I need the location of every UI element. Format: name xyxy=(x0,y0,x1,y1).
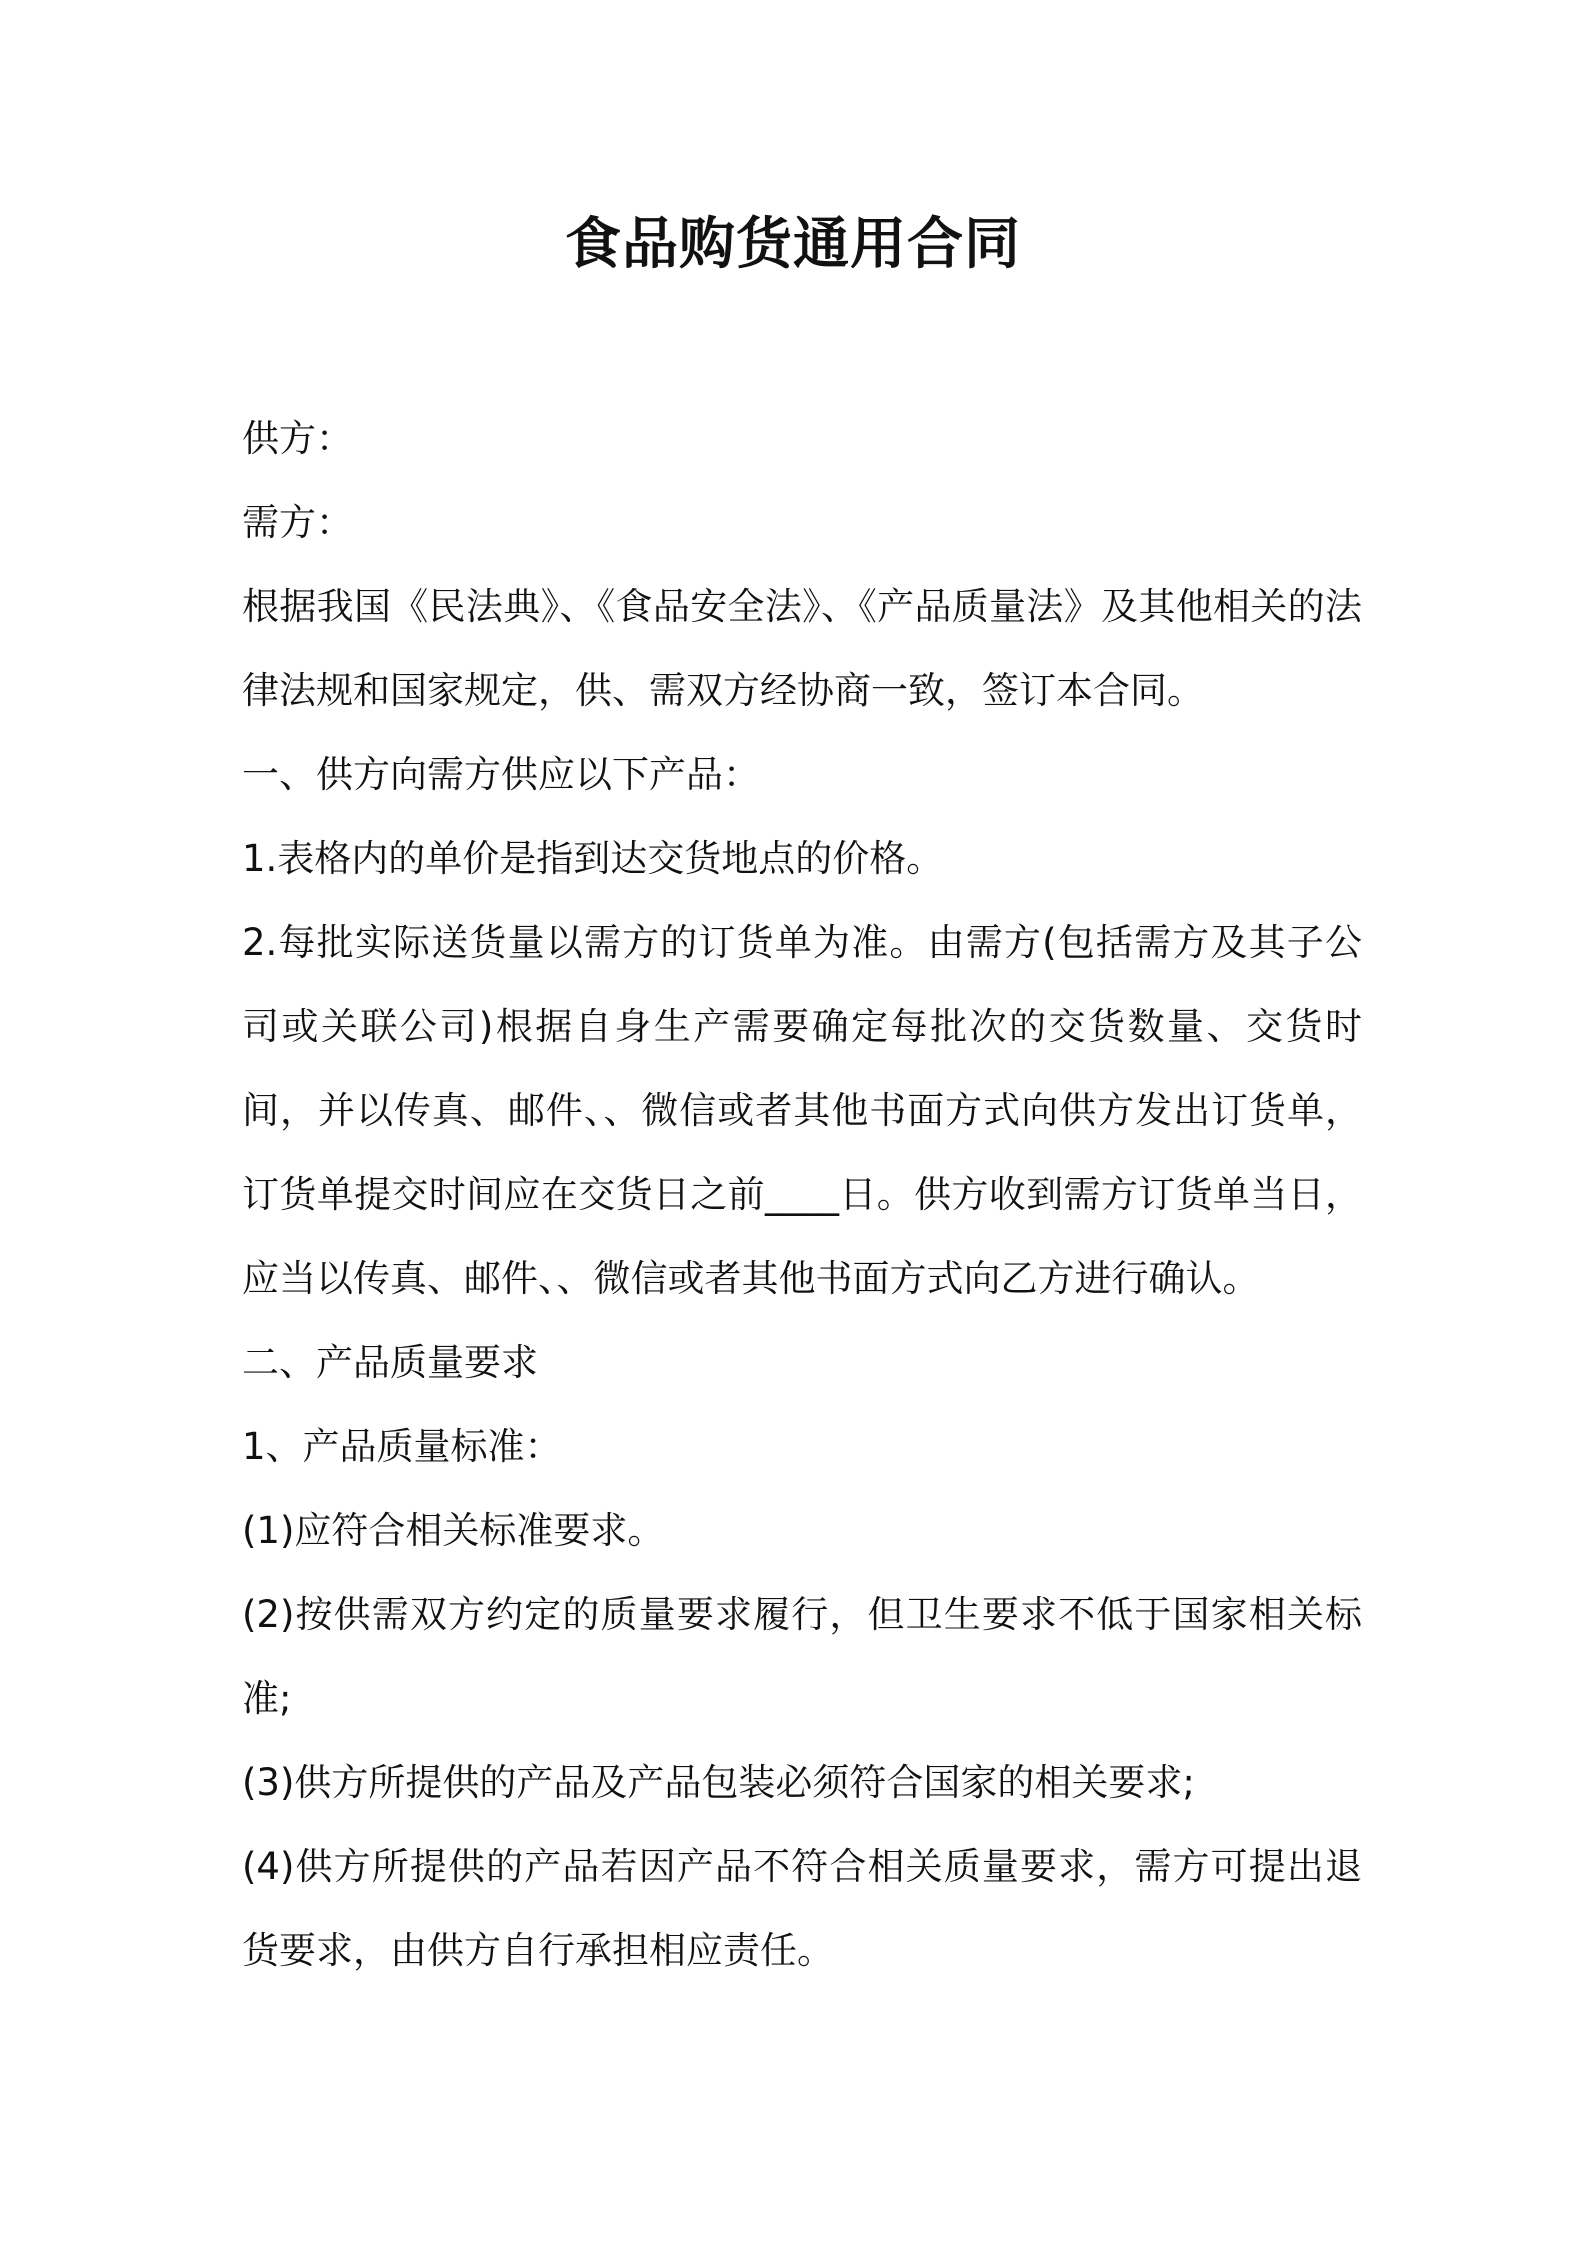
document-title: 食品购货通用合同 xyxy=(565,212,1021,277)
section-heading-2: 二、产品质量要求 xyxy=(242,1341,538,1384)
section-heading-1: 一、供方向需方供应以下产品： xyxy=(242,753,760,796)
clause-1-2: 2.每批实际送货量以需方的订货单为准。由需方(包括需方及其子公司或关联公司)根据自身生产需要确定每批次的交货数量、交货时间，并以传真、邮件、、微信或者其他书面方式向供方发出订货单，订货单提交时间应在交货日之前____日。供方收到需方订货单当日，应当以传真、邮件、、微信或者其他书面方式向乙方进行确认。 xyxy=(242,921,1362,1300)
clause-1-1: 1.表格内的单价是指到达交货地点的价格。 xyxy=(242,837,944,880)
clause-2-1-item-1: (1)应符合相关标准要求。 xyxy=(242,1509,665,1552)
supplier-line: 供方： xyxy=(242,417,353,460)
preamble-paragraph: 根据我国《民法典》、《食品安全法》、《产品质量法》及其他相关的法律法规和国家规定，供、需双方经协商一致，签订本合同。 xyxy=(242,585,1362,712)
document-body xyxy=(242,397,1362,1993)
clause-2-1-item-3: (3)供方所提供的产品及产品包装必须符合国家的相关要求; xyxy=(242,1761,1195,1804)
buyer-line: 需方： xyxy=(242,501,353,544)
clause-2-1-item-2: (2)按供需双方约定的质量要求履行，但卫生要求不低于国家相关标准; xyxy=(242,1593,1362,1720)
clause-2-1: 1、产品质量标准： xyxy=(242,1425,562,1468)
clause-2-1-item-4: (4)供方所提供的产品若因产品不符合相关质量要求，需方可提出退货要求，由供方自行承担相应责任。 xyxy=(242,1845,1362,1972)
